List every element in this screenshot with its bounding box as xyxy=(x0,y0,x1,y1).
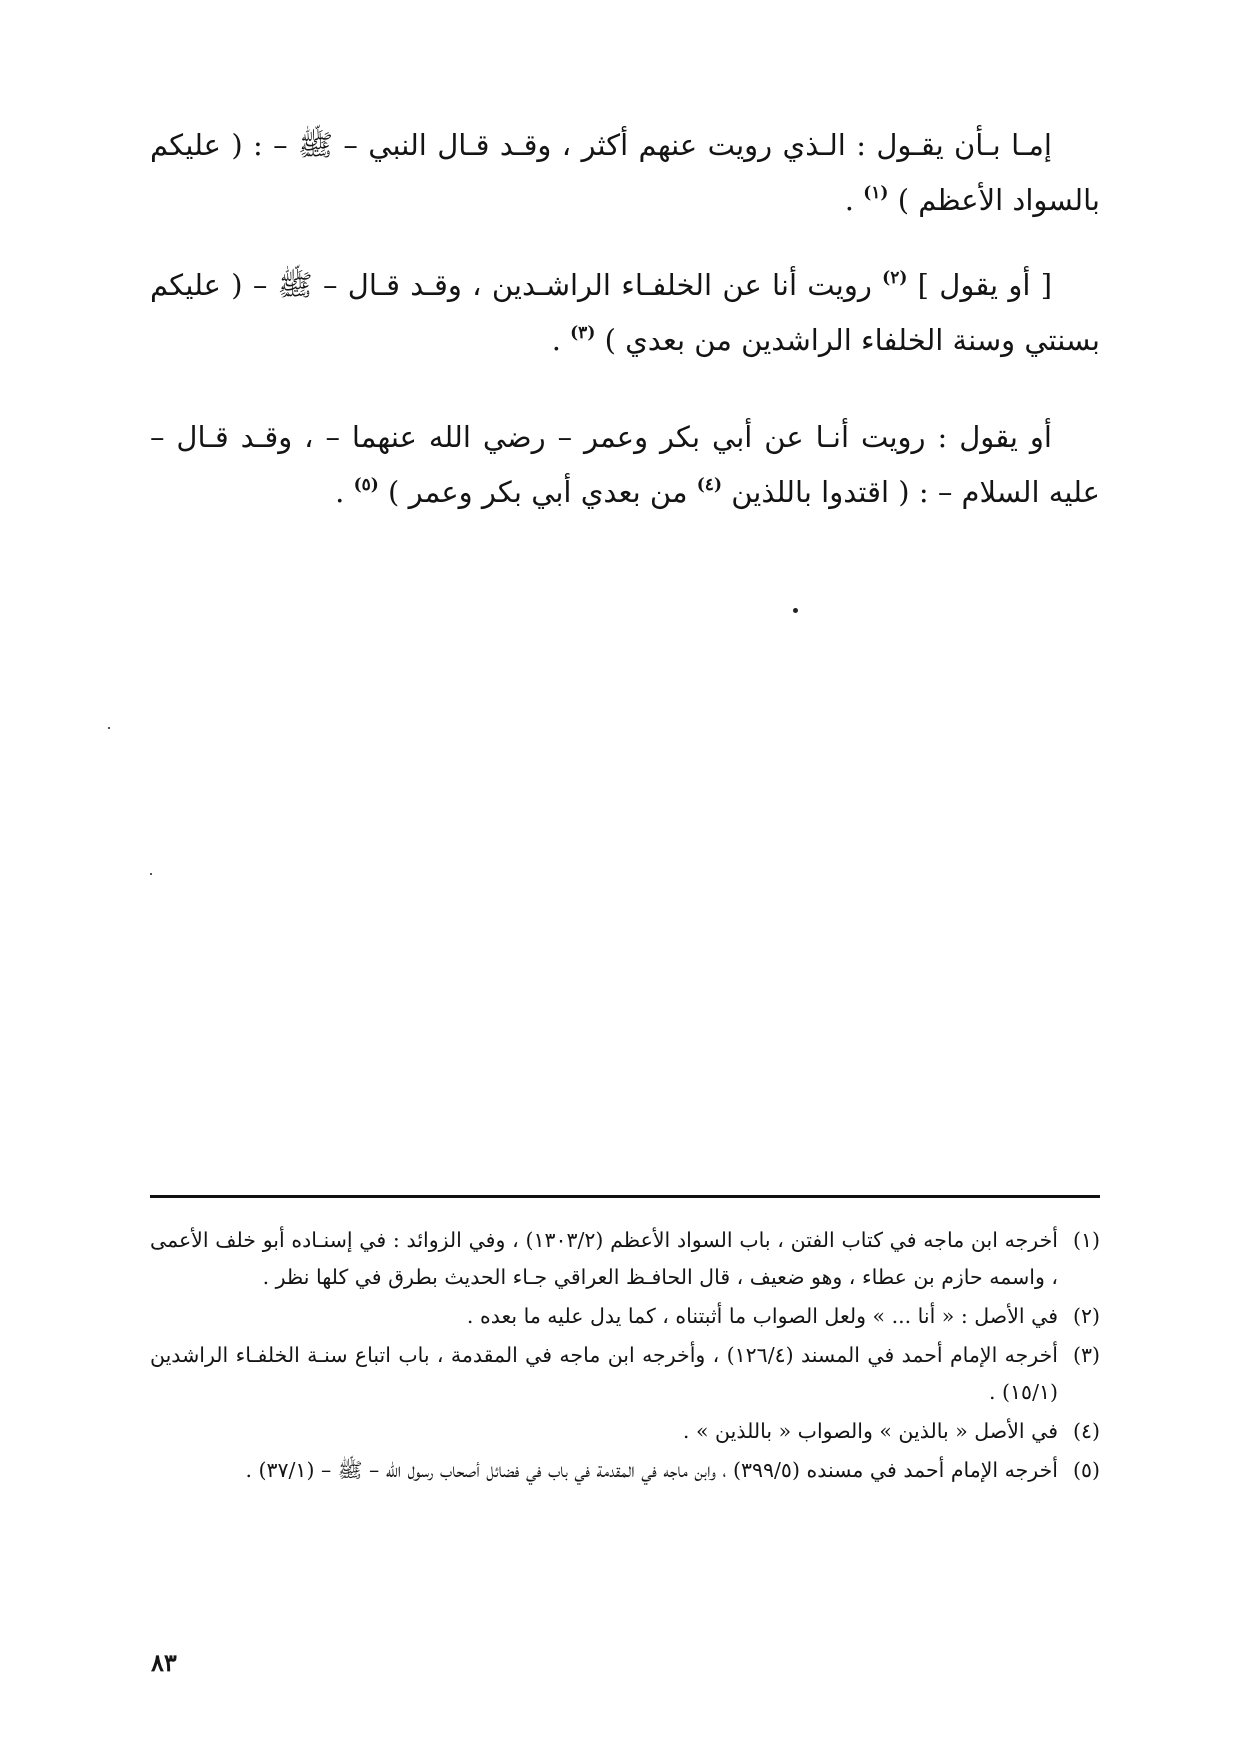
footnote-number: (٢) xyxy=(1072,1304,1100,1328)
paragraph-2-text-a: [ أو يقول ] xyxy=(907,268,1053,302)
scan-speck xyxy=(150,873,152,875)
footnote-number: (١) xyxy=(1072,1228,1100,1252)
paragraph-1-end: . xyxy=(844,183,864,217)
footnote-3 xyxy=(150,1337,1100,1411)
footnote-text: أخرجه الإمام أحمد في مسنده (٣٩٩/٥) ، وابن ماجه في المقدمة في باب في فضائل أصحاب رسول الله – ﷺ – (٣٧/١) . xyxy=(245,1458,1058,1482)
paragraph-3-text-b: من بعدي أبي بكر وعمر ) xyxy=(378,475,697,509)
footnote-ref-5[interactable]: (٥) xyxy=(353,475,379,495)
footnote-text: أخرجه ابن ماجه في كتاب الفتن ، باب السواد الأعظم (١٣٠٣/٢) ، وفي الزوائد : في إسنـاده أبو خلف الأعمى ، واسمه حازم بن عطاء ، وهو ضعيف ، قال الحافـظ العراقي جـاء الحديث بطرق في كلها نظر . xyxy=(150,1228,1058,1289)
scan-speck xyxy=(108,727,110,729)
paragraph-2 xyxy=(150,258,1100,368)
page-number: ٨٣ xyxy=(151,1648,177,1677)
footnote-5 xyxy=(150,1452,1100,1489)
footnote-ref-3[interactable]: (٣) xyxy=(570,323,596,343)
footnote-2 xyxy=(150,1298,1100,1335)
paragraph-1 xyxy=(150,118,1100,228)
main-text xyxy=(150,118,1100,550)
footnote-ref-2[interactable]: (٢) xyxy=(882,268,908,288)
paragraph-2-end: . xyxy=(551,323,561,357)
paragraph-2-text-b: رويت أنا عن الخلفـاء الراشـدين ، وقـد قـال – ﷺ – ( عليكم بسنتي وسنة الخلفاء الراشدين من بعدي ) xyxy=(150,268,1100,357)
footnote-text: في الأصل « بالذين » والصواب « باللذين » . xyxy=(682,1419,1058,1443)
footnote-text: أخرجه الإمام أحمد في المسند (١٢٦/٤) ، وأخرجه ابن ماجه في المقدمة ، باب اتباع سنـة الخلفـاء الراشدين (١٥/١) . xyxy=(150,1343,1058,1404)
footnote-number: (٣) xyxy=(1072,1343,1100,1367)
footnote-ref-4[interactable]: (٤) xyxy=(696,475,722,495)
paragraph-1-text: إمـا بـأن يقـول : الـذي رويت عنهم أكثر ، وقـد قـال النبي – ﷺ – : ( عليكم بالسواد الأعظم ) xyxy=(150,128,1100,217)
paragraph-3 xyxy=(150,410,1100,520)
footnote-text: في الأصل : « أنا ... » ولعل الصواب ما أثبتناه ، كما يدل عليه ما بعده . xyxy=(466,1304,1058,1328)
footnote-1 xyxy=(150,1222,1100,1296)
footnote-number: (٤) xyxy=(1072,1419,1100,1443)
paragraph-3-text-a: أو يقول : رويت أنـا عن أبي بكر وعمر – رضي الله عنهما – ، وقـد قـال – عليه السلام – : ( اقتدوا باللذين xyxy=(150,420,1100,509)
footnote-4 xyxy=(150,1413,1100,1450)
footnote-number: (٥) xyxy=(1072,1458,1100,1482)
footnote-ref-1[interactable]: (١) xyxy=(863,183,889,203)
paragraph-3-end: . xyxy=(335,475,345,509)
stray-dot xyxy=(793,608,798,613)
footnotes xyxy=(150,1222,1100,1491)
footnote-divider xyxy=(150,1195,1100,1198)
